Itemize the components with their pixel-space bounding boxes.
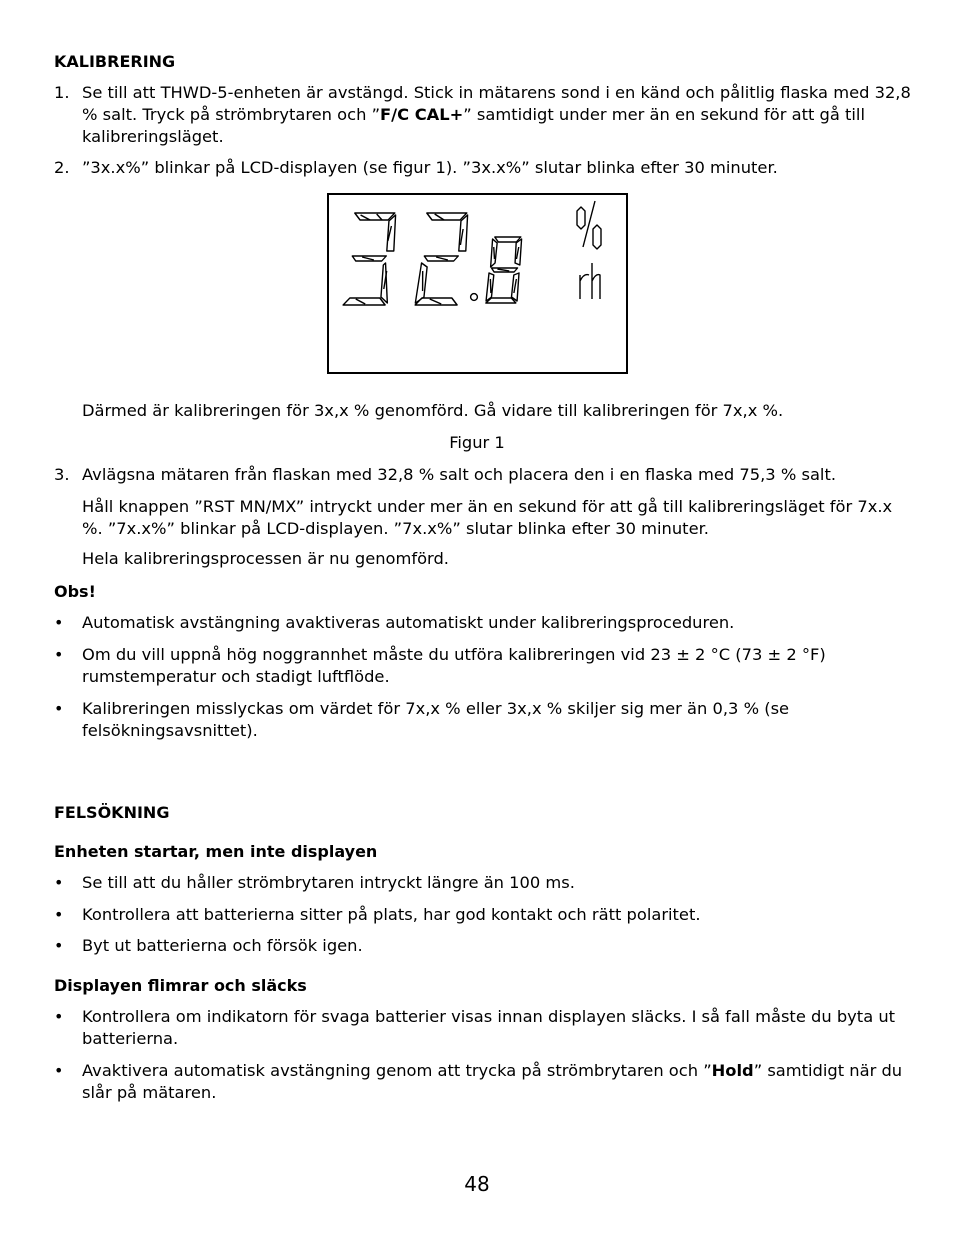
lcd-digit-8: [486, 237, 524, 303]
note-heading: Obs!: [54, 582, 96, 601]
lcd-reading: [329, 195, 626, 372]
note-item: Kalibreringen misslyckas om värdet för 7x,x % eller 3x,x % skiljer sig mer än 0,3 % (se felsökningsavsnittet).: [82, 699, 790, 740]
troubleshooting-item: Se till att du håller strömbrytaren intryckt längre än 100 ms.: [82, 873, 575, 892]
lcd-percent-unit: [577, 201, 601, 249]
lcd-display-figure: [327, 193, 628, 374]
page-number: 48: [464, 1172, 490, 1196]
troubleshooting-item: Kontrollera att batterierna sitter på plats, har god kontakt och rätt polaritet.: [82, 905, 701, 924]
step-number: 1.: [54, 83, 70, 102]
bullet: •: [54, 645, 64, 664]
bullet: •: [54, 699, 64, 718]
bullet: •: [54, 936, 64, 955]
troubleshooting-item: Kontrollera om indikatorn för svaga batterier visas innan displayen släcks. I så fall måste du byta ut batterierna.: [82, 1007, 896, 1048]
bullet: •: [54, 905, 64, 924]
note-item: Automatisk avstängning avaktiveras automatiskt under kalibreringsproceduren.: [82, 613, 735, 632]
calibration-done-3x-text: Därmed är kalibreringen för 3x,x % genomförd. Gå vidare till kalibreringen för 7x,x %.: [82, 401, 784, 420]
troubleshooting-item: Byt ut batterierna och försök igen.: [82, 936, 363, 955]
troubleshooting-subheading: Enheten startar, men inte displayen: [54, 842, 378, 861]
step-3-text: Avlägsna mätaren från flaskan med 32,8 % salt och placera den i en flaska med 75,3 % salt.: [82, 465, 837, 484]
troubleshooting-subheading: Displayen flimrar och släcks: [54, 976, 307, 995]
figure-caption: Figur 1: [449, 433, 505, 452]
bullet: •: [54, 873, 64, 892]
step-number: 3.: [54, 465, 70, 484]
lcd-digit-3: [343, 213, 398, 305]
lcd-decimal-point: [471, 294, 478, 301]
lcd-digit-2: [415, 213, 470, 305]
bullet: •: [54, 1007, 64, 1026]
step-3-para-3: Hela kalibreringsprocessen är nu genomförd.: [82, 549, 449, 568]
bullet: •: [54, 613, 64, 632]
troubleshooting-item: Avaktivera automatisk avstängning genom att trycka på strömbrytaren och ”Hold” samtidigt när du slår på mätaren.: [82, 1061, 903, 1102]
step-2-text: ”3x.x%” blinkar på LCD-displayen (se figur 1). ”3x.x%” slutar blinka efter 30 minuter.: [82, 158, 778, 177]
step-3-para-2: Håll knappen ”RST MN/MX” intryckt under mer än en sekund för att gå till kalibreringsläget för 7x.x %. ”7x.x%” blinkar på LCD-displayen. ”7x.x%” slutar blinka efter 30 minuter.: [82, 497, 893, 538]
lcd-rh-unit: [580, 263, 600, 299]
troubleshooting-heading: FELSÖKNING: [54, 803, 170, 822]
bullet: •: [54, 1061, 64, 1080]
calibration-heading: KALIBRERING: [54, 52, 176, 71]
step-number: 2.: [54, 158, 70, 177]
note-item: Om du vill uppnå hög noggrannhet måste du utföra kalibreringen vid 23 ± 2 °C (73 ± 2 °F) rumstemperatur och stadigt luftflöde.: [82, 645, 826, 686]
step-1-text: Se till att THWD-5-enheten är avstängd. Stick in mätarens sond i en känd och pålitlig flaska med 32,8 % salt. Tryck på strömbrytaren och ”F/C CAL+” samtidigt under mer än en sekund för att gå till kalibreringsläget.: [82, 83, 911, 146]
